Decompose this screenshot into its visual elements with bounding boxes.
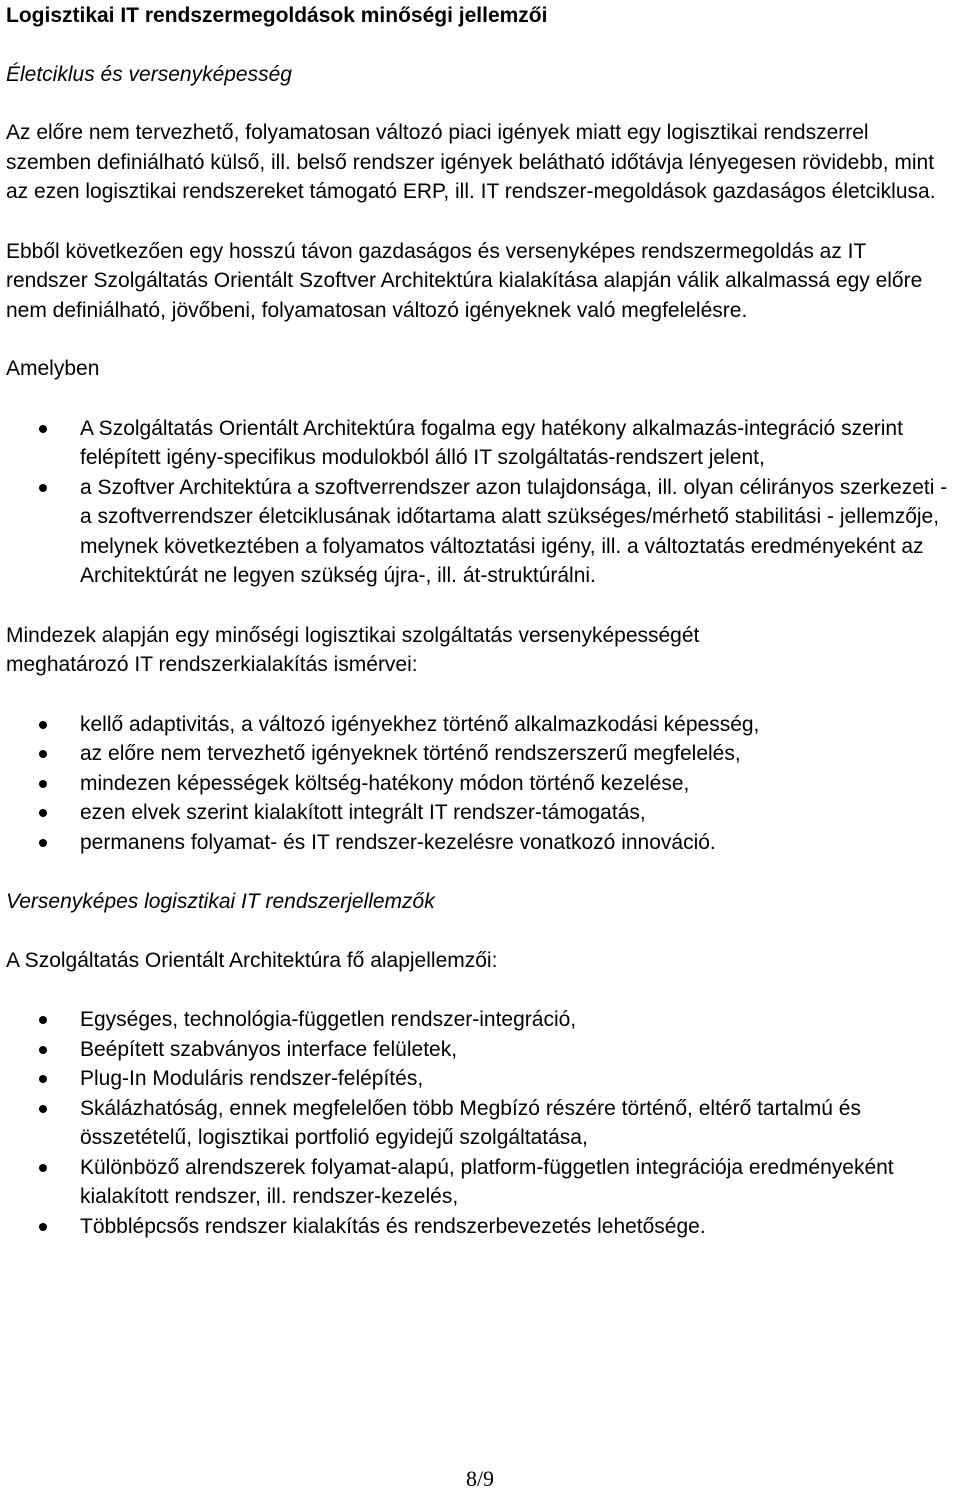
- bullet-icon: [39, 1223, 47, 1231]
- list-item-text: ezen elvek szerint kialakított integrált IT rendszer-támogatás,: [80, 801, 646, 824]
- list-item-text: Skálázhatóság, ennek megfelelően több Megbízó részére történő, eltérő tartalmú és összetételű, logisztikai portfolió egyidejű szolgáltatása,: [80, 1096, 861, 1149]
- page-number: 8/9: [465, 1466, 495, 1491]
- list-item: [6, 798, 946, 828]
- list-item: [6, 769, 946, 799]
- list-item: [6, 1005, 896, 1035]
- list-item: [6, 414, 960, 473]
- list-item-text: a Szoftver Architektúra a szoftverrendszer azon tulajdonsága, ill. olyan célirányos szerkezeti - a szoftverrendszer életciklusának időtartama alatt szükséges/mérhető stabilitási - jellemzője, melynek következtében a folyamatos változtatási igény, ill. a változtatás eredményeként az Architektúrát ne legyen szükség újra-, ill. át-struktúrálni.: [80, 475, 948, 587]
- list-item: [6, 1035, 896, 1065]
- list-item-text: Beépített szabványos interface felületek,: [80, 1037, 458, 1061]
- list-item: [6, 710, 946, 740]
- paragraph-lifecycle-intro: Az előre nem tervezhető, folyamatosan változó piaci igények miatt egy logisztikai rendszerrel szemben definiálható külső, ill. belső rendszer igények belátható időtávja lényegesen rövidebb, mint az ezen logisztikai rendszereket támogató ERP, ill. IT rendszer-megoldások gazdaságos életciklusa.: [6, 121, 936, 203]
- paragraph-criteria-intro: Mindezek alapján egy minőségi logisztikai szolgáltatás versenyképességét meghatározó IT rendszerkialakítás ismérvei:: [6, 623, 700, 676]
- list-item-text: kellő adaptivitás, a változó igényekhez történő alkalmazkodási képesség,: [80, 712, 760, 736]
- list-item-text: Többlépcsős rendszer kialakítás és rendszerbevezetés lehetősége.: [80, 1214, 706, 1238]
- bullet-icon: [39, 780, 47, 788]
- bullet-icon: [39, 425, 47, 433]
- list-soa-definitions: [6, 414, 960, 591]
- paragraph-soa-features-intro: A Szolgáltatás Orientált Architektúra fő alapjellemzői:: [6, 948, 498, 972]
- list-item: [6, 1153, 896, 1212]
- list-item: [6, 473, 960, 591]
- paragraph-consequence: Ebből következően egy hosszú távon gazdaságos és versenyképes rendszermegoldás az IT rendszer Szolgáltatás Orientált Szoftver Architektúra kialakítása alapján válik alkalmassá egy előre nem definiálható, jövőbeni, folyamatosan változó igényeknek való megfelelésre.: [6, 239, 923, 322]
- list-item-text: mindezen képességek költség-hatékony módon történő kezelése,: [80, 771, 690, 795]
- bullet-icon: [39, 721, 47, 729]
- list-item-text: az előre nem tervezhető igényeknek történő rendszerszerű megfelelés,: [80, 742, 741, 765]
- list-soa-features: [6, 1005, 896, 1241]
- bullet-icon: [39, 1046, 47, 1054]
- bullet-icon: [39, 750, 47, 758]
- bullet-icon: [39, 1075, 47, 1083]
- list-item: [6, 1094, 896, 1153]
- list-item: [6, 828, 946, 858]
- list-item-text: Plug-In Moduláris rendszer-felépítés,: [80, 1067, 424, 1090]
- list-item-text: Különböző alrendszerek folyamat-alapú, platform-független integrációja eredményeként kialakított rendszer, ill. rendszer-kezelés,: [80, 1155, 894, 1208]
- list-item-text: permanens folyamat- és IT rendszer-kezelésre vonatkozó innováció.: [80, 830, 716, 854]
- bullet-icon: [39, 1105, 47, 1113]
- bullet-icon: [39, 809, 47, 817]
- bullet-icon: [39, 1016, 47, 1024]
- paragraph-amelyben: Amelyben: [6, 357, 100, 380]
- document-page: [6, 0, 956, 1241]
- list-item: [6, 739, 946, 769]
- list-criteria: [6, 710, 946, 858]
- list-item-text: Egységes, technológia-független rendszer-integráció,: [80, 1008, 577, 1031]
- list-item: [6, 1064, 896, 1094]
- section-heading-lifecycle: Életciklus és versenyképesség: [6, 62, 292, 86]
- list-item-text: A Szolgáltatás Orientált Architektúra fogalma egy hatékony alkalmazás-integráció szerint felépített igény-specifikus modulokból álló IT szolgáltatás-rendszert jelent,: [80, 416, 903, 469]
- section-heading-competitive: Versenyképes logisztikai IT rendszerjellemzők: [6, 890, 435, 913]
- bullet-icon: [39, 484, 47, 492]
- bullet-icon: [39, 1164, 47, 1172]
- bullet-icon: [39, 839, 47, 847]
- page-title: Logisztikai IT rendszermegoldások minőségi jellemzői: [6, 4, 548, 27]
- list-item: [6, 1212, 896, 1242]
